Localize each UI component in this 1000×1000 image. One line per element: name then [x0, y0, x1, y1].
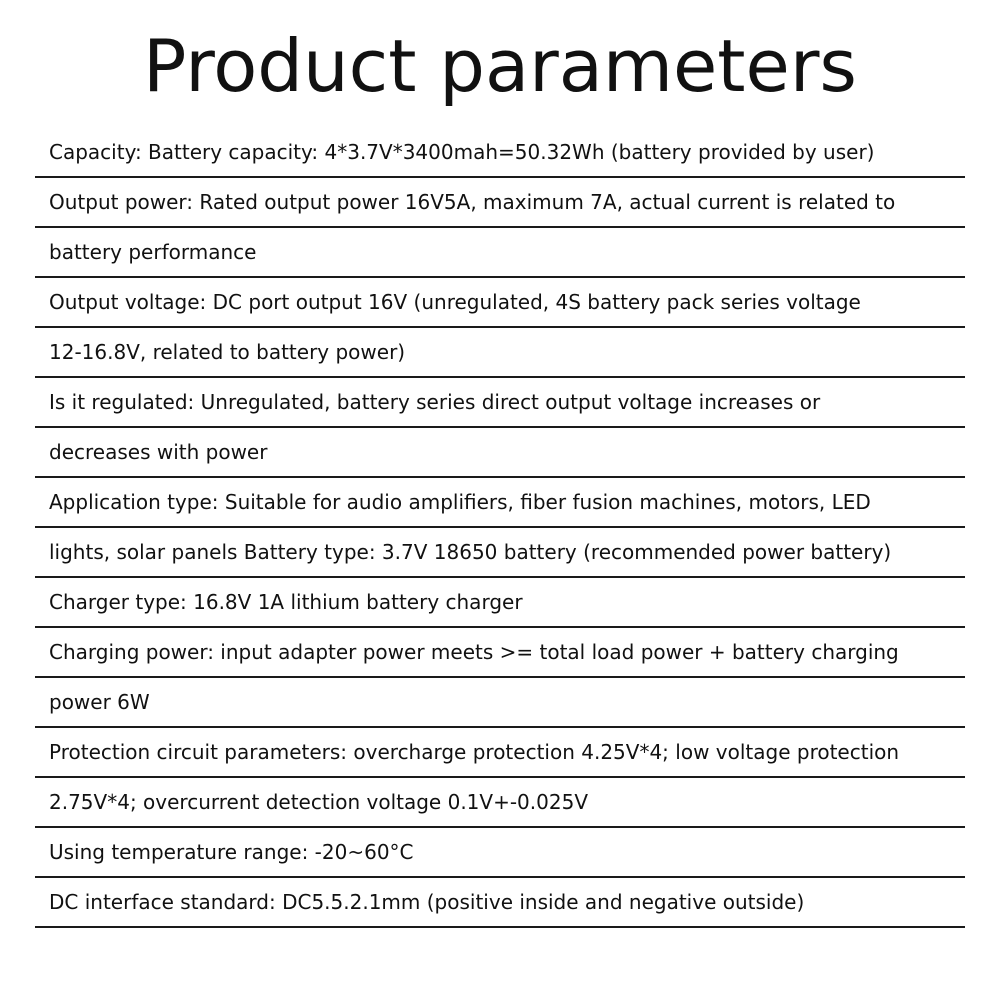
parameter-row: Output power: Rated output power 16V5A, maximum 7A, actual current is related to [35, 178, 965, 228]
parameter-row: DC interface standard: DC5.5.2.1mm (positive inside and negative outside) [35, 878, 965, 928]
parameter-row: Output voltage: DC port output 16V (unregulated, 4S battery pack series voltage [35, 278, 965, 328]
parameter-row: Protection circuit parameters: overcharge protection 4.25V*4; low voltage protection [35, 728, 965, 778]
parameters-table [35, 128, 965, 928]
parameter-row: 12-16.8V, related to battery power) [35, 328, 965, 378]
parameter-row: lights, solar panels Battery type: 3.7V 18650 battery (recommended power battery) [35, 528, 965, 578]
parameter-row: battery performance [35, 228, 965, 278]
parameter-row: Is it regulated: Unregulated, battery series direct output voltage increases or [35, 378, 965, 428]
parameter-row: decreases with power [35, 428, 965, 478]
parameter-row: Charger type: 16.8V 1A lithium battery charger [35, 578, 965, 628]
parameter-row: Capacity: Battery capacity: 4*3.7V*3400mah=50.32Wh (battery provided by user) [35, 128, 965, 178]
parameter-row: 2.75V*4; overcurrent detection voltage 0.1V+-0.025V [35, 778, 965, 828]
page-title: Product parameters [143, 24, 857, 108]
parameter-row: power 6W [35, 678, 965, 728]
parameter-row: Using temperature range: -20~60°C [35, 828, 965, 878]
parameter-row: Charging power: input adapter power meets >= total load power + battery charging [35, 628, 965, 678]
parameter-row: Application type: Suitable for audio amplifiers, fiber fusion machines, motors, LED [35, 478, 965, 528]
